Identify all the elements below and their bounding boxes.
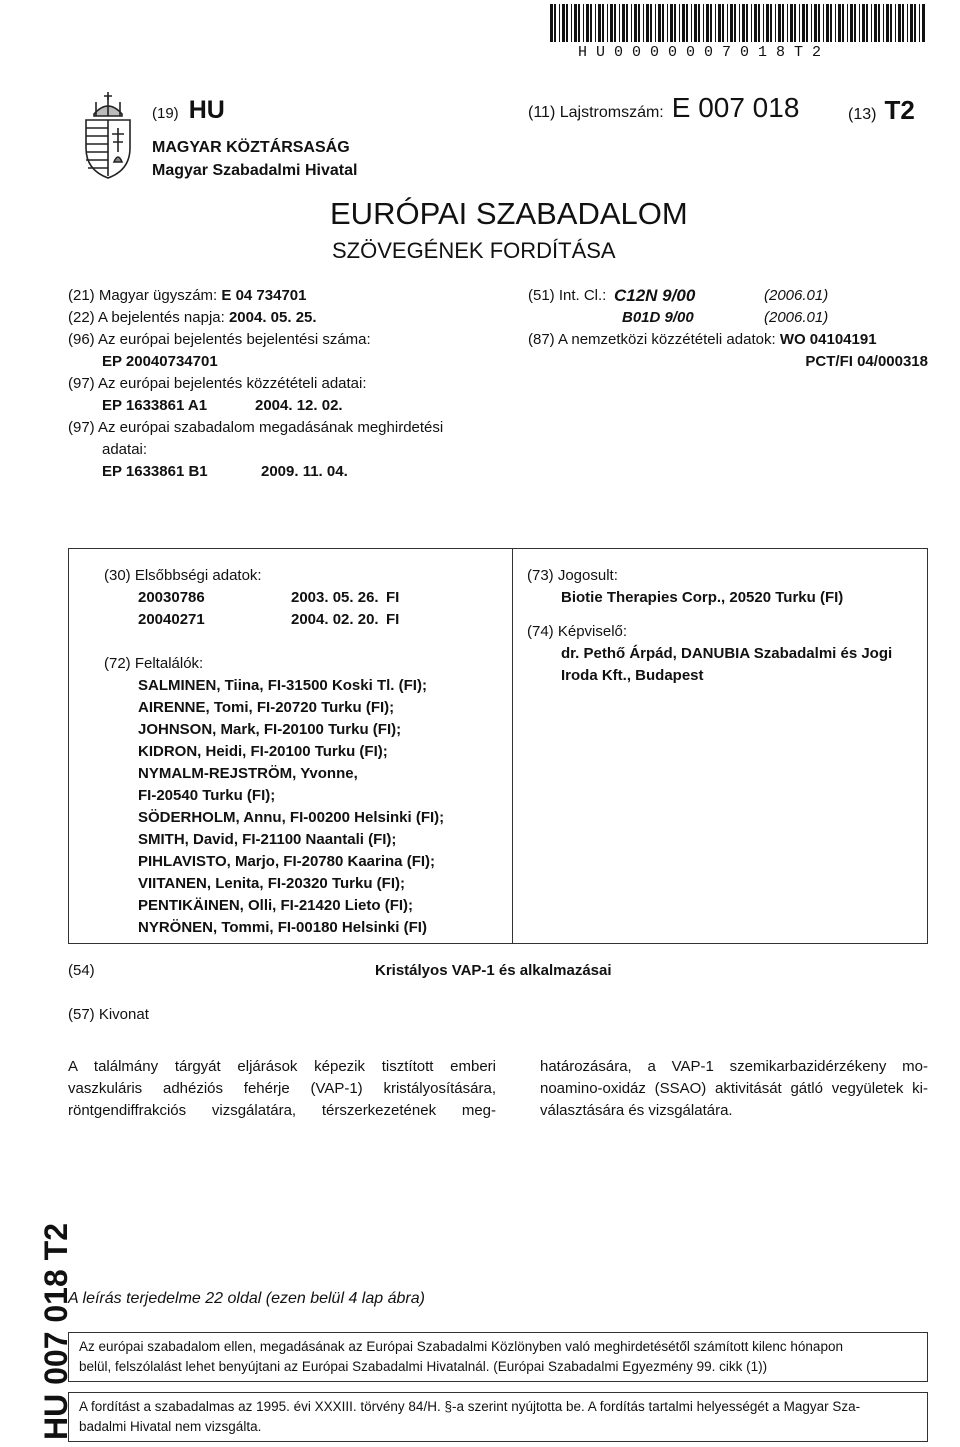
barcode-bar xyxy=(862,4,865,42)
barcode-bar xyxy=(646,4,649,42)
field-19-label: (19) xyxy=(152,105,179,122)
abstract-left: A találmány tárgyát eljárások képezik tisztított emberi vaszkuláris adhéziós fehérje (VAP-1) kristályosítására, röntgendiffrakciós vizsgálatára, térszerkezetének meg- xyxy=(68,1058,496,1119)
barcode-bar xyxy=(890,4,892,42)
barcode-bar xyxy=(878,4,880,42)
field-87-cont: PCT/FI 04/000318 xyxy=(805,353,928,370)
priority-list xyxy=(104,587,504,631)
barcode-bar xyxy=(922,4,925,42)
barcode-bar xyxy=(622,4,625,42)
registration-number-field xyxy=(528,92,799,124)
field-96-value: EP 20040734701 xyxy=(102,353,218,370)
field-97b-value: EP 1633861 B1 2009. 11. 04. xyxy=(102,463,348,480)
barcode-bar xyxy=(842,4,844,42)
barcode-bar xyxy=(710,4,712,42)
inventor-line: PENTIKÄINEN, Olli, FI-21420 Lieto (FI); xyxy=(138,897,414,914)
barcode-bar xyxy=(802,4,805,42)
barcode-bar xyxy=(614,4,616,42)
representative-cont: Iroda Kft., Budapest xyxy=(561,667,704,684)
inventor-line: AIRENNE, Tomi, FI-20720 Turku (FI); xyxy=(138,699,395,716)
barcode-bar xyxy=(559,4,560,42)
barcode-bar xyxy=(583,4,584,42)
barcode-bar xyxy=(706,4,709,42)
barcode-bar xyxy=(766,4,769,42)
barcode-bar xyxy=(883,4,884,42)
barcode-bar xyxy=(790,4,793,42)
barcode-bar xyxy=(698,4,700,42)
country-code-field xyxy=(152,96,225,125)
bibliographic-data-left xyxy=(68,285,508,483)
country-name: MAGYAR KÖZTÁRSASÁG xyxy=(152,139,350,156)
barcode-bar xyxy=(598,4,601,42)
barcode-bar xyxy=(610,4,613,42)
barcode-bar xyxy=(686,4,688,42)
inventor-line: VIITANEN, Lenita, FI-20320 Turku (FI); xyxy=(138,875,405,892)
barcode-bar xyxy=(838,4,841,42)
opposition-notice: Az európai szabadalom ellen, megadásának az Európai Szabadalmi Közlönyben való meghirdetésétől számított kilenc hónapon belül, felszólalást lehet benyújtani az Európai Szabadalmi Hivatalnál. (Európai Szabadalmi Egyezmény 99. cikk (1)) xyxy=(68,1332,928,1382)
barcode-bar xyxy=(866,4,868,42)
barcode-bar xyxy=(578,4,580,42)
inventor-line: JOHNSON, Mark, FI-20100 Turku (FI); xyxy=(138,721,402,738)
barcode-bar xyxy=(634,4,637,42)
barcode-bar xyxy=(826,4,829,42)
barcode-bar xyxy=(778,4,781,42)
field-97b-label-cont: adatai: xyxy=(102,441,148,458)
barcode-bar xyxy=(835,4,836,42)
barcode-bar xyxy=(554,4,556,42)
barcode-bar xyxy=(799,4,800,42)
barcode-bar xyxy=(674,4,676,42)
barcode-bar xyxy=(718,4,721,42)
barcode-text: HU0000007018T2 xyxy=(578,44,831,61)
barcode-bar xyxy=(679,4,680,42)
field-74-label: (74) Képviselő: xyxy=(527,623,628,640)
main-title: EURÓPAI SZABADALOM xyxy=(330,196,688,231)
representative: dr. Pethő Árpád, DANUBIA Szabadalmi és Jogi xyxy=(561,645,893,662)
barcode-bar xyxy=(830,4,832,42)
barcode-bar xyxy=(787,4,788,42)
barcode-bar xyxy=(631,4,632,42)
vertical-document-id: HU 007 018 T2 xyxy=(38,1222,74,1440)
barcode-bar xyxy=(850,4,853,42)
barcode-bar xyxy=(770,4,772,42)
barcode-bar xyxy=(794,4,796,42)
barcode-bar xyxy=(886,4,889,42)
barcode-bar xyxy=(574,4,577,42)
bibliographic-data-right xyxy=(528,285,928,373)
barcode-bar xyxy=(854,4,856,42)
inventor-line: KIDRON, Heidi, FI-20100 Turku (FI); xyxy=(138,743,388,760)
barcode-bar xyxy=(691,4,692,42)
barcode-bar xyxy=(763,4,764,42)
barcode-bar xyxy=(667,4,668,42)
barcode-bar xyxy=(742,4,745,42)
inventor-line: SÖDERHOLM, Annu, FI-00200 Helsinki (FI); xyxy=(138,809,445,826)
field-97b-label: (97) Az európai szabadalom megadásának meghirdetési xyxy=(68,419,444,436)
parties-box-divider xyxy=(512,548,513,944)
field-51: (51) Int. Cl.: C12N 9/00 (2006.01) xyxy=(528,286,829,305)
document-kind-field xyxy=(848,95,915,126)
barcode-bar xyxy=(907,4,908,42)
priority-row: 20040271 2004. 02. 20. FI xyxy=(138,611,400,628)
field-72-label: (72) Feltalálók: xyxy=(104,655,204,672)
inventor-line: PIHLAVISTO, Marjo, FI-20780 Kaarina (FI); xyxy=(138,853,436,870)
inventor-list xyxy=(104,675,504,939)
barcode-bar xyxy=(871,4,872,42)
barcode-bar xyxy=(775,4,776,42)
inventor-line: FI-20540 Turku (FI); xyxy=(138,787,276,804)
barcode-bar xyxy=(746,4,748,42)
inventor-line: NYMALM-REJSTRÖM, Yvonne, xyxy=(138,765,358,782)
barcode-bar xyxy=(602,4,604,42)
field-21: (21) Magyar ügyszám: E 04 734701 xyxy=(68,287,307,304)
field-11-label: (11) Lajstromszám: xyxy=(528,104,664,121)
barcode-bar xyxy=(895,4,896,42)
barcode-bar xyxy=(874,4,877,42)
barcode-bar xyxy=(662,4,664,42)
barcode-bar xyxy=(806,4,808,42)
field-30-label: (30) Elsőbbségi adatok: xyxy=(104,567,262,584)
barcode-bar xyxy=(626,4,628,42)
barcode-bar xyxy=(910,4,913,42)
barcode-bar xyxy=(703,4,704,42)
barcode-bar xyxy=(758,4,760,42)
document-kind: T2 xyxy=(884,95,915,125)
barcode-bar xyxy=(914,4,916,42)
barcode-bar xyxy=(607,4,608,42)
hungarian-coat-of-arms-icon xyxy=(78,92,138,180)
barcode-bar xyxy=(902,4,904,42)
priority-and-inventors xyxy=(104,565,504,939)
barcode-bar xyxy=(694,4,697,42)
invention-title: Kristályos VAP-1 és alkalmazásai xyxy=(375,962,612,979)
barcode-bar xyxy=(739,4,740,42)
barcode-bar xyxy=(734,4,736,42)
inventor-line: SALMINEN, Tiina, FI-31500 Koski Tl. (FI); xyxy=(138,677,427,694)
barcode-bar xyxy=(847,4,848,42)
field-57-label: (57) Kivonat xyxy=(68,1006,149,1023)
field-87: (87) A nemzetközi közzétételi adatok: WO 04104191 xyxy=(528,331,877,348)
barcode-bar xyxy=(898,4,901,42)
barcode-bar xyxy=(751,4,752,42)
barcode-bar xyxy=(550,4,553,42)
barcode-bar xyxy=(638,4,640,42)
barcode-bar xyxy=(682,4,685,42)
field-97a-label: (97) Az európai bejelentés közzétételi adatai: xyxy=(68,375,367,392)
proprietor-and-representative xyxy=(527,565,907,687)
registration-number: E 007 018 xyxy=(671,92,800,123)
barcode-bar xyxy=(782,4,784,42)
field-97a-value: EP 1633861 A1 2004. 12. 02. xyxy=(102,397,343,414)
barcode-bar xyxy=(823,4,824,42)
field-51-cont: B01D 9/00 (2006.01) xyxy=(622,309,829,326)
barcode-bar xyxy=(562,4,565,42)
barcode-bar xyxy=(655,4,656,42)
description-extent: A leírás terjedelme 22 oldal (ezen belül 4 lap ábra) xyxy=(68,1290,425,1307)
barcode-bar xyxy=(715,4,716,42)
inventor-line: NYRÖNEN, Tommi, FI-00180 Helsinki (FI) xyxy=(138,919,427,936)
barcode-bar xyxy=(619,4,620,42)
sub-title: SZÖVEGÉNEK FORDÍTÁSA xyxy=(332,238,616,263)
barcode-bar xyxy=(571,4,572,42)
field-13-label: (13) xyxy=(848,106,877,123)
barcode-bar xyxy=(643,4,644,42)
barcode-bar xyxy=(566,4,568,42)
field-54-label: (54) xyxy=(68,962,95,979)
barcode-bar xyxy=(811,4,812,42)
office-name: Magyar Szabadalmi Hivatal xyxy=(152,162,358,179)
field-96-label: (96) Az európai bejelentés bejelentési száma: xyxy=(68,331,371,348)
barcode-bar xyxy=(586,4,589,42)
barcode-bar xyxy=(919,4,920,42)
barcode-bar xyxy=(814,4,817,42)
barcode-bar xyxy=(754,4,757,42)
barcode-bar xyxy=(650,4,652,42)
barcode-bar xyxy=(590,4,592,42)
barcode xyxy=(550,4,925,42)
priority-row: 20030786 2003. 05. 26. FI xyxy=(138,589,400,606)
proprietor: Biotie Therapies Corp., 20520 Turku (FI) xyxy=(561,589,844,606)
barcode-bar xyxy=(859,4,860,42)
inventor-line: SMITH, David, FI-21100 Naantali (FI); xyxy=(138,831,397,848)
barcode-bar xyxy=(670,4,673,42)
barcode-bar xyxy=(658,4,661,42)
field-73-label: (73) Jogosult: xyxy=(527,567,618,584)
translation-notice: A fordítást a szabadalmas az 1995. évi XXXIII. törvény 84/H. §-a szerint nyújtotta be. A fordítás tartalmi helyességét a Magyar Sza- badalmi Hivatal nem vizsgálta. xyxy=(68,1392,928,1442)
barcode-bar xyxy=(730,4,733,42)
barcode-bar xyxy=(595,4,596,42)
field-22: (22) A bejelentés napja: 2004. 05. 25. xyxy=(68,309,317,326)
barcode-bar xyxy=(818,4,820,42)
country-code: HU xyxy=(188,96,225,124)
barcode-bar xyxy=(722,4,724,42)
abstract-right: határozására, a VAP-1 szemikarbazidérzékeny mo- noamino-oxidáz (SSAO) aktivitását gátló vegyületek ki- választására és vizsgálatára. xyxy=(540,1058,928,1119)
barcode-bar xyxy=(727,4,728,42)
